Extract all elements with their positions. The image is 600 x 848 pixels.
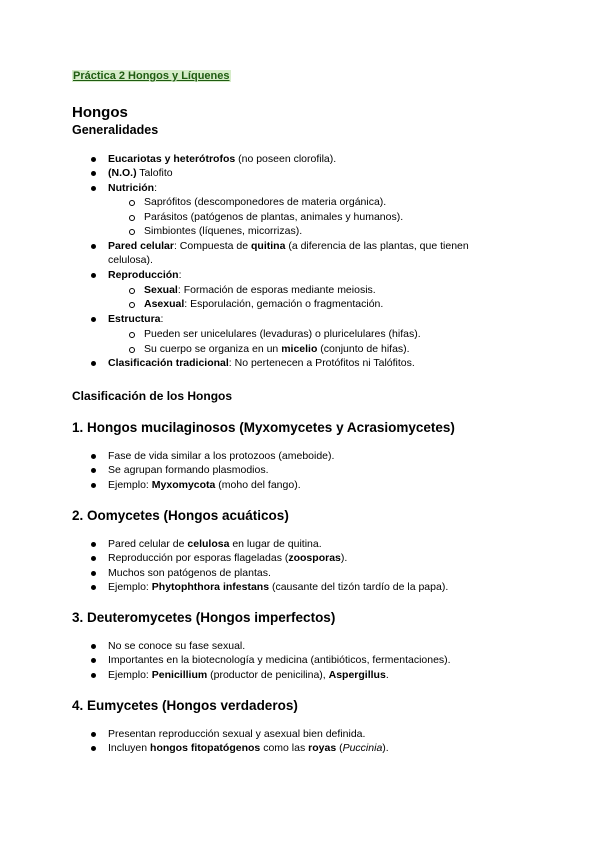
list-item-text: Pared celular de [108,538,188,550]
sub-list-item: Parásitos (patógenos de plantas, animales y humanos). [144,211,404,223]
sub-list-item [144,284,376,297]
list-item-continuation: celulosa). [108,254,153,266]
list-item-text: : Formación de esporas mediante meiosis. [177,284,376,296]
list-item-text: : [154,182,158,194]
list-item [108,357,415,370]
heading-clasificacion: Clasificación de los Hongos [72,389,233,403]
list-item: Se agrupan formando plasmodios. [108,464,269,476]
bold-text: Aspergillus [328,669,386,681]
list-item-text: : [160,313,164,325]
list-item [108,240,469,253]
list-item-text: Ejemplo: [108,581,152,593]
list-item-text: (no poseen clorofila). [235,153,337,165]
sub-list-item: Simbiontes (líquenes, micorrizas). [144,225,303,237]
list-item-text: en lugar de quitina. [229,538,322,550]
bold-text: Phytophthora infestans [151,581,270,593]
sub-list-item [144,298,383,311]
bold-text: Pared celular [108,240,174,252]
list-item: Presentan reproducción sexual y asexual bien definida. [108,728,366,740]
list-item-text: : No pertenecen a Protófitos ni Talófitos. [228,357,415,369]
bold-text: (N.O.) [108,167,137,179]
list-item: Muchos son patógenos de plantas. [108,567,271,579]
heading-hongos: Hongos [72,104,128,121]
list-item-text: Su cuerpo se organiza en un [144,343,282,355]
list-item-text: (causante del tizón tardío de la papa). [269,581,449,593]
section-heading: 3. Deuteromycetes (Hongos imperfectos) [72,610,336,625]
list-item [108,538,322,551]
list-item [108,742,389,755]
document-title: Práctica 2 Hongos y Líquenes [73,70,230,82]
list-item: Importantes en la biotecnología y medicina (antibióticos, fermentaciones). [108,654,451,666]
bold-text: Myxomycota [151,479,216,491]
italic-text: Puccinia [342,742,383,754]
list-item-text: (conjunto de hifas). [317,343,410,355]
bold-text: royas [308,742,337,754]
list-item-text: ). [382,742,389,754]
list-item-text: : Compuesta de [173,240,251,252]
list-item-text: Ejemplo: [108,669,152,681]
list-item [108,182,157,195]
list-item [108,669,389,682]
sub-list-item [144,343,410,356]
list-item-text: (moho del fango). [215,479,301,491]
bold-text: Estructura [108,313,161,325]
section-heading: 4. Eumycetes (Hongos verdaderos) [72,698,298,713]
bold-text: Clasificación tradicional [108,357,229,369]
section-heading: 2. Oomycetes (Hongos acuáticos) [72,508,289,523]
list-item [108,552,347,565]
bold-text: celulosa [187,538,230,550]
list-item-text: Reproducción por esporas flageladas ( [108,552,289,564]
bold-text: Penicillium [151,669,208,681]
list-item [108,479,301,492]
list-item-text: Talofito [136,167,173,179]
list-item-text: : Esporulación, gemación o fragmentación. [184,298,384,310]
bold-text: micelio [281,343,318,355]
bold-text: Sexual [144,284,178,296]
list-item: Fase de vida similar a los protozoos (ameboide). [108,450,335,462]
bold-text: quitina [251,240,286,252]
section-heading: 1. Hongos mucilaginosos (Myxomycetes y Acrasiomycetes) [72,420,455,435]
list-item-text: : [178,269,182,281]
list-item-text: Ejemplo: [108,479,152,491]
bold-text: Reproducción [108,269,179,281]
list-item-text: como las [260,742,309,754]
list-item [108,153,336,166]
list-item-text: ( [336,742,343,754]
heading-generalidades: Generalidades [72,123,159,137]
sub-list-item: Saprófitos (descomponedores de materia orgánica). [144,196,387,208]
list-item-text: Incluyen [108,742,151,754]
list-item [108,581,448,594]
bold-text: zoosporas [288,552,341,564]
list-item-text: ). [340,552,348,564]
list-item [108,269,182,282]
list-item [108,313,163,326]
bold-text: Asexual [144,298,185,310]
list-item [108,167,173,180]
sub-list-item: Pueden ser unicelulares (levaduras) o pluricelulares (hifas). [144,328,421,340]
list-item-text: (productor de penicilina), [207,669,329,681]
bold-text: Nutrición [108,182,155,194]
bold-text: hongos fitopatógenos [150,742,261,754]
bold-text: Eucariotas y heterótrofos [108,153,236,165]
list-item-text: (a diferencia de las plantas, que tienen [285,240,469,252]
list-item: No se conoce su fase sexual. [108,640,246,652]
list-item-text: . [385,669,389,681]
